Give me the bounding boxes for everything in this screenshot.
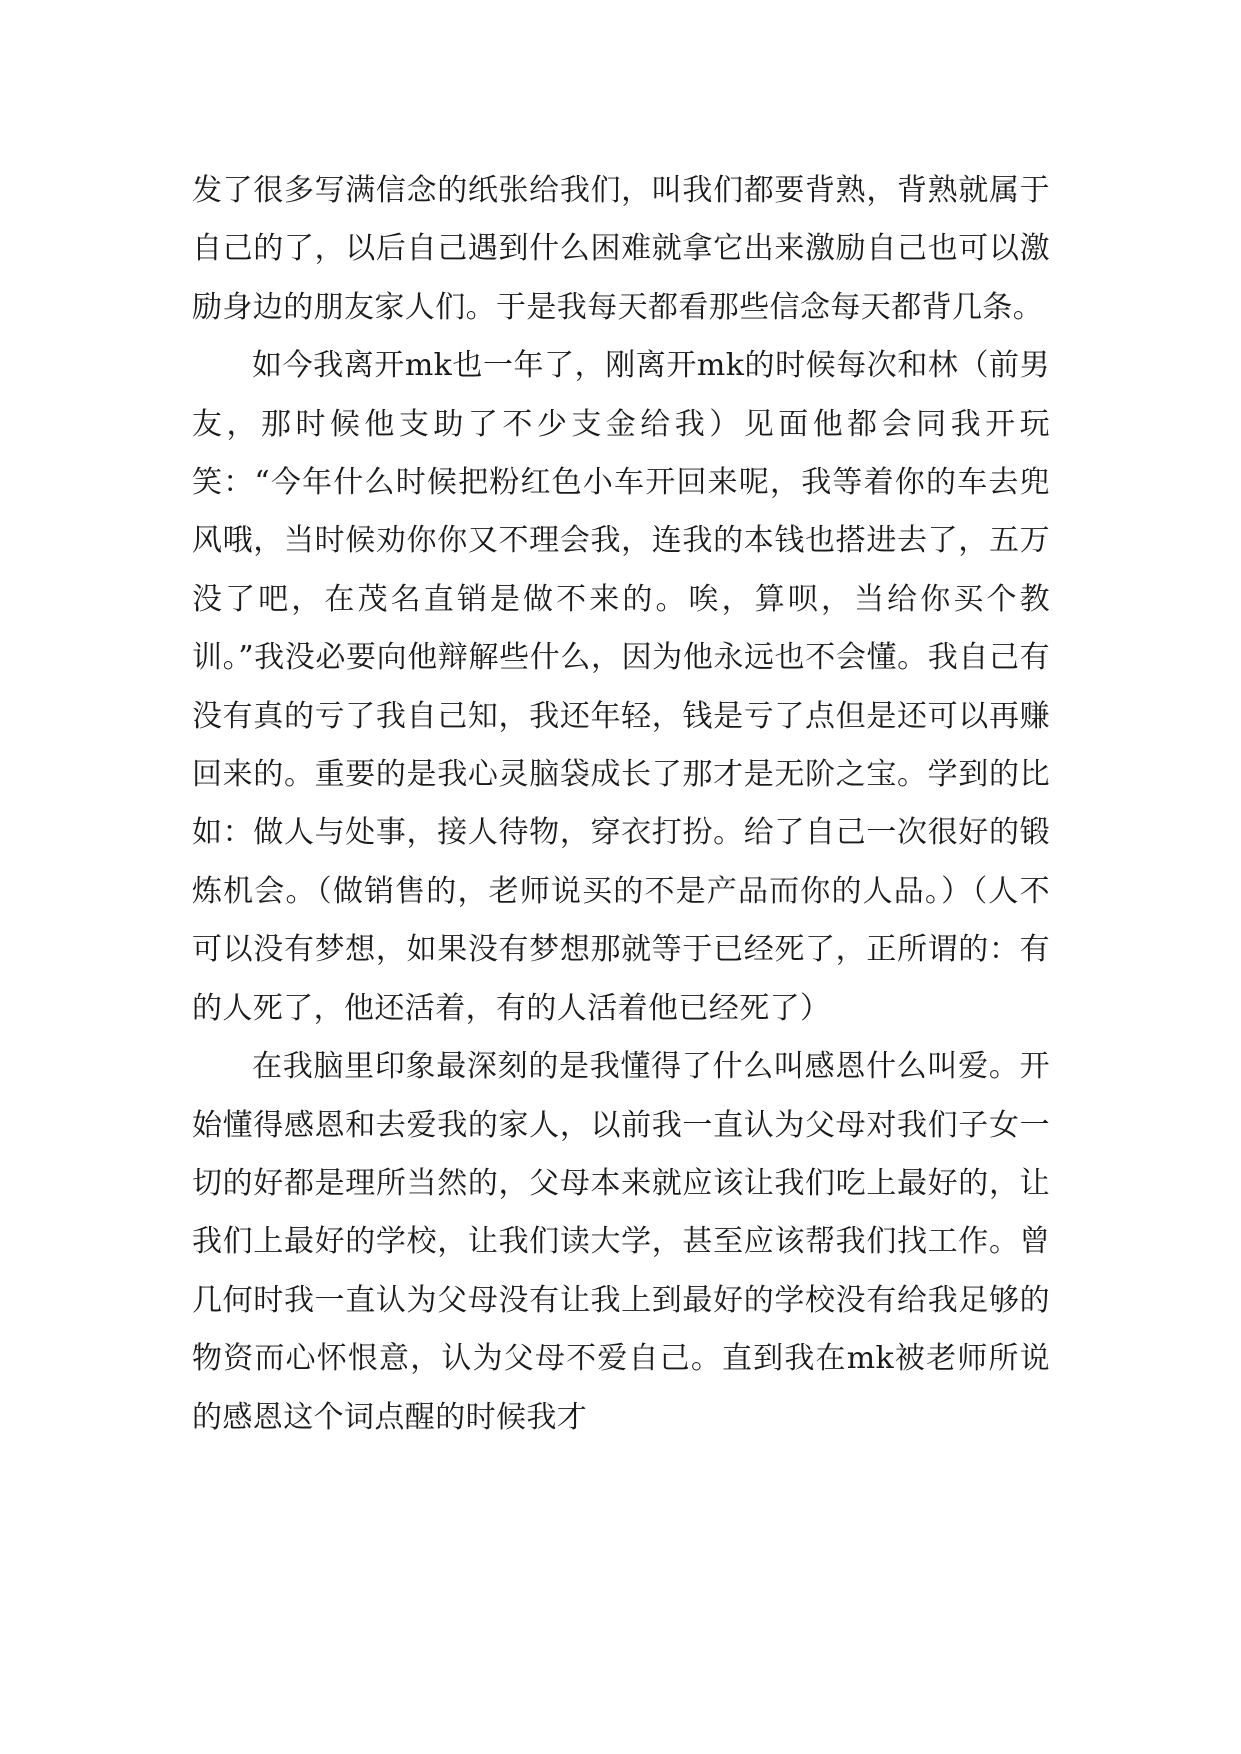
paragraph-2: 如今我离开mk也一年了，刚离开mk的时候每次和林（前男友，那时候他支助了不少支金给我）见面他都会同我开玩笑：“今年什么时候把粉红色小车开回来呢，我等着你的车去兜风哦，当时候劝你你又不理会我，连我的本钱也搭进去了，五万没了吧，在茂名直销是做不来的。唉，算呗，当给你买个教训。”我没必要向他辩解些什么，因为他永远也不会懂。我自己有没有真的亏了我自己知，我还年轻，钱是亏了点但是还可以再赚回来的。重要的是我心灵脑袋成长了那才是无阶之宝。学到的比如：做人与处事，接人待物，穿衣打扮。给了自己一次很好的锻炼机会。（做销售的，老师说买的不是产品而你的人品。）（人不可以没有梦想，如果没有梦想那就等于已经死了，正所谓的：有的人死了，他还活着，有的人活着他已经死了）	[192, 348, 1050, 1026]
document-body	[192, 162, 1050, 1447]
paragraph-3: 在我脑里印象最深刻的是我懂得了什么叫感恩什么叫爱。开始懂得感恩和去爱我的家人，以前我一直认为父母对我们子女一切的好都是理所当然的，父母本来就应该让我们吃上最好的，让我们上最好的学校，让我们读大学，甚至应该帮我们找工作。曾几何时我一直认为父母没有让我上到最好的学校没有给我足够的物资而心怀恨意，认为父母不爱自己。直到我在mk被老师所说的感恩这个词点醒的时候我才	[192, 1049, 1050, 1435]
paragraph-1: 发了很多写满信念的纸张给我们，叫我们都要背熟，背熟就属于自己的了，以后自己遇到什么困难就拿它出来激励自己也可以激励身边的朋友家人们。于是我每天都看那些信念每天都背几条。	[192, 173, 1050, 325]
